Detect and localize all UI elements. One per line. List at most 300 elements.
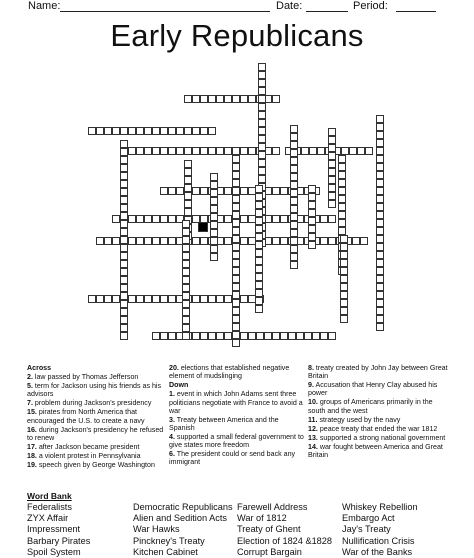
crossword-cell[interactable] (120, 292, 128, 300)
crossword-cell[interactable] (272, 215, 280, 223)
crossword-cell[interactable] (232, 95, 240, 103)
crossword-cell[interactable] (192, 95, 200, 103)
crossword-cell[interactable] (168, 127, 176, 135)
crossword-cell[interactable] (192, 332, 200, 340)
crossword-cell[interactable] (360, 237, 368, 245)
crossword-cell[interactable] (232, 227, 240, 235)
crossword-cell[interactable] (120, 140, 128, 148)
crossword-cell[interactable] (120, 156, 128, 164)
crossword-cell[interactable] (328, 184, 336, 192)
crossword-cell[interactable] (328, 192, 336, 200)
crossword-cell[interactable] (341, 147, 349, 155)
crossword-cell[interactable] (232, 171, 240, 179)
crossword-cell[interactable] (120, 180, 128, 188)
crossword-cell[interactable] (184, 192, 192, 200)
crossword-cell[interactable] (258, 87, 266, 95)
crossword-cell[interactable] (376, 259, 384, 267)
crossword-cell[interactable] (328, 215, 336, 223)
crossword-cell[interactable] (152, 127, 160, 135)
crossword-cell[interactable] (376, 299, 384, 307)
crossword-cell[interactable] (120, 196, 128, 204)
crossword-cell[interactable] (232, 331, 240, 339)
crossword-cell[interactable] (160, 187, 168, 195)
crossword-cell[interactable] (104, 237, 112, 245)
crossword-cell[interactable] (182, 324, 190, 332)
crossword-cell[interactable] (258, 111, 266, 119)
crossword-cell[interactable] (182, 268, 190, 276)
crossword-cell[interactable] (160, 215, 168, 223)
crossword-cell[interactable] (120, 332, 128, 340)
crossword-cell[interactable] (210, 189, 218, 197)
crossword-cell[interactable] (290, 125, 298, 133)
crossword-cell[interactable] (340, 283, 348, 291)
crossword-cell[interactable] (376, 315, 384, 323)
crossword-cell[interactable] (365, 147, 373, 155)
crossword-cell[interactable] (340, 291, 348, 299)
crossword-cell[interactable] (200, 187, 208, 195)
crossword-cell[interactable] (338, 155, 346, 163)
crossword-cell[interactable] (290, 133, 298, 141)
crossword-cell[interactable] (258, 71, 266, 79)
crossword-cell[interactable] (357, 147, 365, 155)
crossword-cell[interactable] (182, 228, 190, 236)
crossword-cell[interactable] (184, 127, 192, 135)
crossword-cell[interactable] (240, 187, 248, 195)
crossword-cell[interactable] (340, 235, 348, 243)
crossword-cell[interactable] (128, 295, 136, 303)
crossword-cell[interactable] (376, 163, 384, 171)
crossword-cell[interactable] (308, 201, 316, 209)
crossword-cell[interactable] (182, 276, 190, 284)
crossword-cell[interactable] (376, 307, 384, 315)
crossword-cell[interactable] (376, 267, 384, 275)
crossword-cell[interactable] (120, 316, 128, 324)
crossword-cell[interactable] (120, 148, 128, 156)
crossword-cell[interactable] (232, 339, 240, 347)
crossword-cell[interactable] (290, 173, 298, 181)
crossword-cell[interactable] (328, 237, 336, 245)
crossword-cell[interactable] (338, 171, 346, 179)
crossword-cell[interactable] (376, 283, 384, 291)
crossword-cell[interactable] (232, 155, 240, 163)
crossword-cell[interactable] (182, 236, 190, 244)
crossword-cell[interactable] (340, 307, 348, 315)
crossword-cell[interactable] (338, 187, 346, 195)
crossword-cell[interactable] (258, 63, 266, 71)
crossword-cell[interactable] (120, 252, 128, 260)
crossword-cell[interactable] (168, 215, 176, 223)
crossword-cell[interactable] (376, 203, 384, 211)
crossword-cell[interactable] (182, 308, 190, 316)
crossword-cell[interactable] (280, 237, 288, 245)
crossword-cell[interactable] (88, 295, 96, 303)
crossword-cell[interactable] (120, 244, 128, 252)
crossword-cell[interactable] (248, 332, 256, 340)
crossword-cell[interactable] (328, 332, 336, 340)
crossword-cell[interactable] (182, 260, 190, 268)
crossword-cell[interactable] (200, 332, 208, 340)
crossword-cell[interactable] (248, 147, 256, 155)
crossword-cell[interactable] (182, 284, 190, 292)
crossword-cell[interactable] (192, 237, 200, 245)
crossword-cell[interactable] (184, 176, 192, 184)
crossword-cell[interactable] (168, 147, 176, 155)
crossword-cell[interactable] (160, 237, 168, 245)
crossword-cell[interactable] (152, 332, 160, 340)
crossword-cell[interactable] (224, 295, 232, 303)
crossword-cell[interactable] (208, 332, 216, 340)
crossword-cell[interactable] (264, 332, 272, 340)
crossword-cell[interactable] (340, 275, 348, 283)
crossword-cell[interactable] (192, 127, 200, 135)
crossword-cell[interactable] (224, 147, 232, 155)
crossword-cell[interactable] (290, 157, 298, 165)
crossword-cell[interactable] (160, 295, 168, 303)
crossword-cell[interactable] (224, 332, 232, 340)
crossword-cell[interactable] (376, 179, 384, 187)
crossword-cell[interactable] (308, 241, 316, 249)
crossword-cell[interactable] (376, 115, 384, 123)
crossword-cell[interactable] (144, 295, 152, 303)
crossword-cell[interactable] (232, 219, 240, 227)
crossword-cell[interactable] (338, 179, 346, 187)
crossword-cell[interactable] (232, 147, 240, 155)
crossword-cell[interactable] (232, 163, 240, 171)
crossword-cell[interactable] (232, 315, 240, 323)
crossword-cell[interactable] (128, 215, 136, 223)
crossword-cell[interactable] (338, 211, 346, 219)
crossword-cell[interactable] (308, 209, 316, 217)
crossword-cell[interactable] (328, 136, 336, 144)
crossword-cell[interactable] (340, 267, 348, 275)
crossword-cell[interactable] (96, 237, 104, 245)
crossword-cell[interactable] (120, 284, 128, 292)
crossword-cell[interactable] (240, 215, 248, 223)
crossword-cell[interactable] (112, 295, 120, 303)
crossword-cell[interactable] (340, 299, 348, 307)
crossword-cell[interactable] (182, 220, 190, 228)
crossword-cell[interactable] (232, 323, 240, 331)
crossword-cell[interactable] (120, 260, 128, 268)
crossword-cell[interactable] (152, 237, 160, 245)
crossword-cell[interactable] (120, 172, 128, 180)
crossword-cell[interactable] (376, 323, 384, 331)
crossword-cell[interactable] (192, 187, 200, 195)
crossword-cell[interactable] (136, 127, 144, 135)
crossword-cell[interactable] (136, 295, 144, 303)
crossword-cell[interactable] (224, 215, 232, 223)
crossword-cell[interactable] (144, 127, 152, 135)
crossword-cell[interactable] (232, 195, 240, 203)
crossword-cell[interactable] (290, 221, 298, 229)
crossword-cell[interactable] (280, 332, 288, 340)
crossword-cell[interactable] (376, 211, 384, 219)
crossword-cell[interactable] (290, 213, 298, 221)
crossword-cell[interactable] (290, 141, 298, 149)
crossword-cell[interactable] (120, 228, 128, 236)
crossword-cell[interactable] (192, 295, 200, 303)
crossword-cell[interactable] (258, 127, 266, 135)
crossword-cell[interactable] (120, 188, 128, 196)
crossword-cell[interactable] (210, 253, 218, 261)
crossword-cell[interactable] (338, 203, 346, 211)
crossword-cell[interactable] (338, 219, 346, 227)
crossword-cell[interactable] (258, 159, 266, 167)
crossword-cell[interactable] (232, 299, 240, 307)
crossword-cell[interactable] (208, 147, 216, 155)
crossword-cell[interactable] (290, 189, 298, 197)
crossword-cell[interactable] (224, 95, 232, 103)
crossword-cell[interactable] (349, 147, 357, 155)
crossword-cell[interactable] (376, 123, 384, 131)
crossword-cell[interactable] (128, 237, 136, 245)
crossword-cell[interactable] (120, 324, 128, 332)
crossword-cell[interactable] (328, 168, 336, 176)
crossword-cell[interactable] (232, 291, 240, 299)
crossword-cell[interactable] (248, 95, 256, 103)
crossword-cell[interactable] (112, 215, 120, 223)
crossword-cell[interactable] (182, 244, 190, 252)
crossword-cell[interactable] (120, 127, 128, 135)
crossword-cell[interactable] (376, 195, 384, 203)
crossword-cell[interactable] (340, 251, 348, 259)
crossword-cell[interactable] (290, 181, 298, 189)
crossword-cell[interactable] (308, 217, 316, 225)
crossword-cell[interactable] (376, 131, 384, 139)
crossword-cell[interactable] (240, 332, 248, 340)
crossword-cell[interactable] (290, 165, 298, 173)
crossword-cell[interactable] (328, 152, 336, 160)
crossword-cell[interactable] (308, 193, 316, 201)
crossword-cell[interactable] (320, 332, 328, 340)
crossword-cell[interactable] (258, 143, 266, 151)
crossword-cell[interactable] (168, 187, 176, 195)
crossword-cell[interactable] (232, 203, 240, 211)
crossword-cell[interactable] (255, 273, 263, 281)
crossword-cell[interactable] (255, 209, 263, 217)
crossword-cell[interactable] (376, 155, 384, 163)
crossword-cell[interactable] (232, 187, 240, 195)
crossword-cell[interactable] (112, 127, 120, 135)
crossword-cell[interactable] (168, 295, 176, 303)
crossword-cell[interactable] (376, 235, 384, 243)
crossword-cell[interactable] (152, 215, 160, 223)
crossword-cell[interactable] (320, 215, 328, 223)
crossword-cell[interactable] (182, 332, 190, 340)
crossword-cell[interactable] (340, 243, 348, 251)
crossword-cell[interactable] (290, 245, 298, 253)
crossword-cell[interactable] (258, 167, 266, 175)
crossword-cell[interactable] (96, 127, 104, 135)
crossword-cell[interactable] (120, 204, 128, 212)
crossword-cell[interactable] (210, 237, 218, 245)
crossword-cell[interactable] (376, 243, 384, 251)
crossword-cell[interactable] (304, 332, 312, 340)
crossword-cell[interactable] (338, 163, 346, 171)
crossword-cell[interactable] (120, 276, 128, 284)
crossword-cell[interactable] (280, 215, 288, 223)
crossword-cell[interactable] (128, 147, 136, 155)
crossword-cell[interactable] (301, 147, 309, 155)
crossword-cell[interactable] (104, 127, 112, 135)
crossword-cell[interactable] (376, 147, 384, 155)
crossword-cell[interactable] (255, 297, 263, 305)
crossword-cell[interactable] (280, 187, 288, 195)
crossword-cell[interactable] (232, 259, 240, 267)
crossword-cell[interactable] (182, 300, 190, 308)
crossword-cell[interactable] (216, 332, 224, 340)
crossword-cell[interactable] (168, 237, 176, 245)
crossword-cell[interactable] (240, 147, 248, 155)
crossword-cell[interactable] (144, 147, 152, 155)
crossword-cell[interactable] (340, 259, 348, 267)
crossword-cell[interactable] (144, 237, 152, 245)
crossword-cell[interactable] (272, 187, 280, 195)
crossword-cell[interactable] (232, 243, 240, 251)
crossword-cell[interactable] (376, 291, 384, 299)
crossword-cell[interactable] (255, 241, 263, 249)
crossword-cell[interactable] (210, 173, 218, 181)
crossword-cell[interactable] (255, 257, 263, 265)
crossword-cell[interactable] (309, 147, 317, 155)
crossword-cell[interactable] (182, 316, 190, 324)
crossword-cell[interactable] (168, 332, 176, 340)
crossword-cell[interactable] (120, 220, 128, 228)
crossword-cell[interactable] (376, 275, 384, 283)
crossword-cell[interactable] (224, 187, 232, 195)
crossword-cell[interactable] (328, 160, 336, 168)
crossword-cell[interactable] (255, 265, 263, 273)
crossword-cell[interactable] (376, 139, 384, 147)
crossword-cell[interactable] (120, 212, 128, 220)
crossword-cell[interactable] (120, 268, 128, 276)
crossword-cell[interactable] (328, 176, 336, 184)
crossword-cell[interactable] (210, 245, 218, 253)
crossword-cell[interactable] (216, 295, 224, 303)
crossword-cell[interactable] (308, 225, 316, 233)
crossword-cell[interactable] (240, 237, 248, 245)
crossword-cell[interactable] (136, 215, 144, 223)
crossword-cell[interactable] (210, 197, 218, 205)
crossword-cell[interactable] (258, 95, 266, 103)
crossword-cell[interactable] (290, 253, 298, 261)
crossword-cell[interactable] (208, 127, 216, 135)
crossword-cell[interactable] (272, 237, 280, 245)
crossword-cell[interactable] (160, 332, 168, 340)
crossword-cell[interactable] (258, 135, 266, 143)
crossword-cell[interactable] (376, 219, 384, 227)
crossword-cell[interactable] (160, 127, 168, 135)
crossword-cell[interactable] (255, 201, 263, 209)
crossword-cell[interactable] (210, 213, 218, 221)
crossword-cell[interactable] (120, 164, 128, 172)
crossword-cell[interactable] (258, 175, 266, 183)
crossword-cell[interactable] (255, 233, 263, 241)
crossword-cell[interactable] (290, 205, 298, 213)
crossword-cell[interactable] (288, 332, 296, 340)
crossword-cell[interactable] (290, 261, 298, 269)
crossword-cell[interactable] (160, 147, 168, 155)
crossword-cell[interactable] (258, 151, 266, 159)
crossword-cell[interactable] (210, 229, 218, 237)
crossword-cell[interactable] (182, 292, 190, 300)
crossword-cell[interactable] (352, 237, 360, 245)
crossword-cell[interactable] (176, 187, 184, 195)
crossword-cell[interactable] (255, 193, 263, 201)
crossword-cell[interactable] (255, 225, 263, 233)
crossword-cell[interactable] (224, 237, 232, 245)
crossword-cell[interactable] (232, 267, 240, 275)
crossword-cell[interactable] (210, 221, 218, 229)
crossword-cell[interactable] (208, 295, 216, 303)
crossword-cell[interactable] (208, 95, 216, 103)
crossword-cell[interactable] (232, 283, 240, 291)
crossword-cell[interactable] (328, 144, 336, 152)
crossword-cell[interactable] (255, 289, 263, 297)
crossword-cell[interactable] (210, 205, 218, 213)
crossword-cell[interactable] (128, 127, 136, 135)
crossword-cell[interactable] (112, 237, 120, 245)
crossword-cell[interactable] (376, 187, 384, 195)
crossword-cell[interactable] (96, 295, 104, 303)
crossword-cell[interactable] (258, 103, 266, 111)
crossword-cell[interactable] (328, 200, 336, 208)
crossword-cell[interactable] (255, 249, 263, 257)
crossword-cell[interactable] (216, 147, 224, 155)
crossword-cell[interactable] (255, 185, 263, 193)
crossword-cell[interactable] (210, 181, 218, 189)
crossword-cell[interactable] (176, 127, 184, 135)
crossword-cell[interactable] (320, 237, 328, 245)
crossword-cell[interactable] (120, 236, 128, 244)
crossword-cell[interactable] (296, 332, 304, 340)
crossword-cell[interactable] (232, 235, 240, 243)
crossword-cell[interactable] (255, 281, 263, 289)
crossword-cell[interactable] (136, 147, 144, 155)
crossword-cell[interactable] (258, 79, 266, 87)
crossword-cell[interactable] (240, 95, 248, 103)
crossword-cell[interactable] (182, 252, 190, 260)
crossword-cell[interactable] (338, 195, 346, 203)
crossword-cell[interactable] (272, 147, 280, 155)
crossword-cell[interactable] (308, 233, 316, 241)
crossword-cell[interactable] (338, 227, 346, 235)
crossword-cell[interactable] (232, 211, 240, 219)
crossword-cell[interactable] (290, 237, 298, 245)
crossword-cell[interactable] (88, 127, 96, 135)
crossword-cell[interactable] (255, 217, 263, 225)
crossword-cell[interactable] (312, 332, 320, 340)
crossword-cell[interactable] (200, 95, 208, 103)
crossword-cell[interactable] (376, 227, 384, 235)
crossword-cell[interactable] (328, 128, 336, 136)
crossword-cell[interactable] (184, 184, 192, 192)
crossword-cell[interactable] (136, 237, 144, 245)
crossword-cell[interactable] (184, 95, 192, 103)
crossword-cell[interactable] (308, 185, 316, 193)
crossword-cell[interactable] (317, 147, 325, 155)
crossword-cell[interactable] (200, 237, 208, 245)
crossword-cell[interactable] (152, 147, 160, 155)
crossword-cell[interactable] (232, 275, 240, 283)
crossword-cell[interactable] (200, 147, 208, 155)
crossword-cell[interactable] (290, 229, 298, 237)
crossword-cell[interactable] (232, 307, 240, 315)
crossword-cell[interactable] (144, 215, 152, 223)
crossword-cell[interactable] (256, 332, 264, 340)
crossword-cell[interactable] (232, 179, 240, 187)
crossword-cell[interactable] (120, 308, 128, 316)
